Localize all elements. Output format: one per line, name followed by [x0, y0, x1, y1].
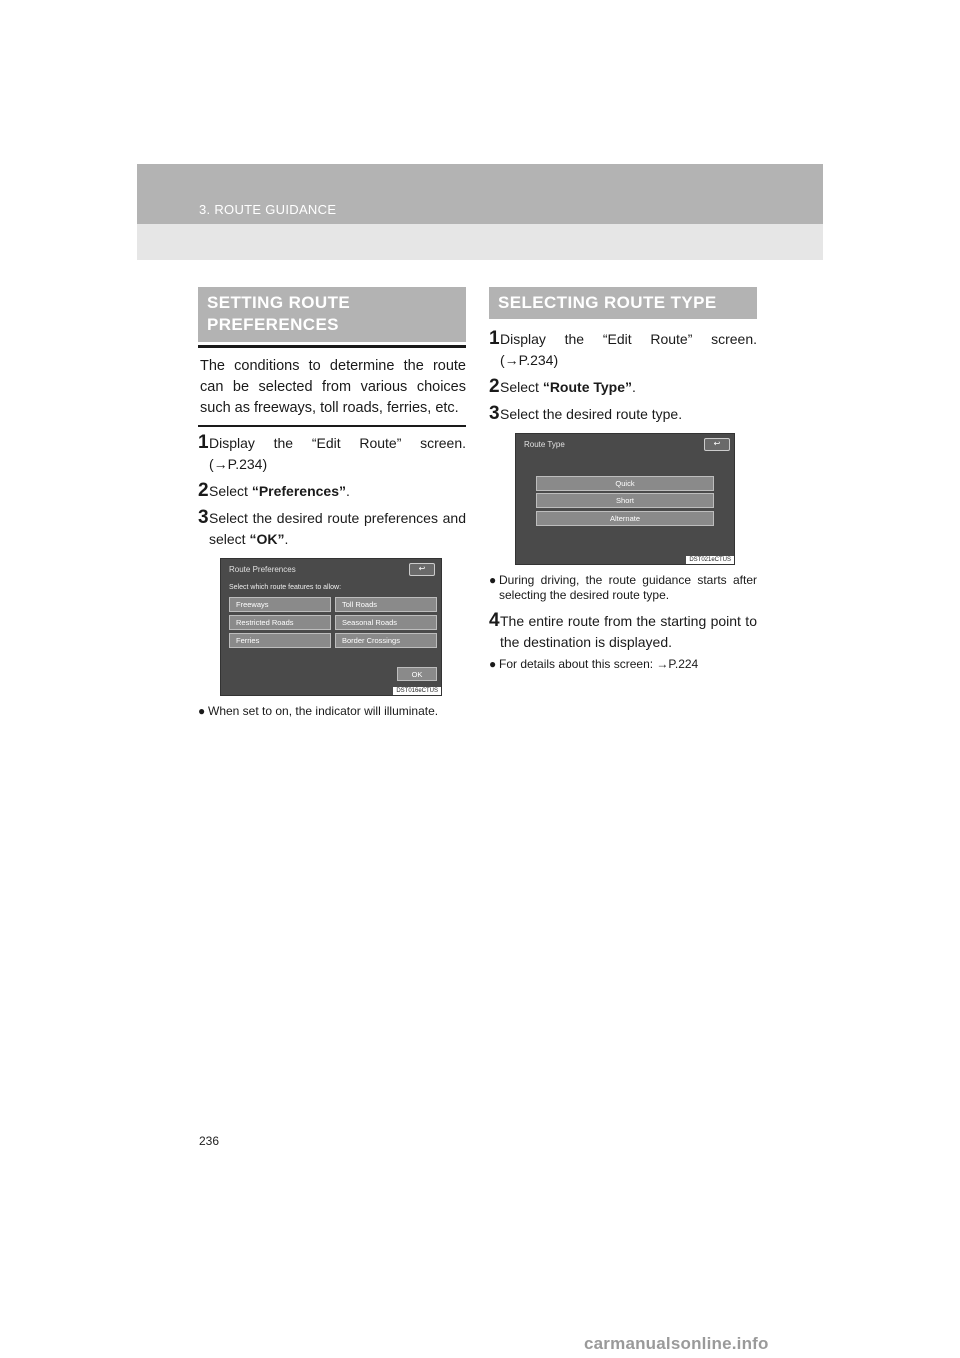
bullet-dot-icon: ● [489, 573, 497, 587]
right-note-2: ● For details about this screen: →P.224 [489, 657, 699, 671]
left-step-1 [198, 433, 466, 475]
border-crossings-button[interactable]: Border Crossings [335, 633, 437, 648]
page-number: 236 [199, 1134, 220, 1148]
left-step-3 [198, 508, 466, 550]
ferries-button[interactable]: Ferries [229, 633, 331, 648]
header-subband [137, 224, 823, 260]
quick-button[interactable]: Quick [536, 476, 714, 491]
step-text: Display the “Edit Route” screen. (→P.234) [209, 435, 466, 472]
section-label: 3. ROUTE GUIDANCE [199, 202, 337, 217]
figure-code: DST016eCTUS [393, 687, 441, 695]
step-text: Display the “Edit Route” screen. (→P.234) [500, 331, 757, 368]
left-column [198, 287, 466, 719]
step-number: 4 [489, 610, 500, 631]
watermark[interactable]: carmanualsonline.info [584, 1334, 769, 1353]
step-text: The entire route from the starting point to the destination is displayed. [500, 613, 757, 650]
step-number: 3 [198, 507, 209, 528]
left-step-2 [198, 481, 466, 502]
back-arrow-icon[interactable]: ↩ [704, 438, 730, 451]
step-text: Select “Preferences”. [209, 483, 350, 499]
seasonal-roads-button[interactable]: Seasonal Roads [335, 615, 437, 630]
freeways-button[interactable]: Freeways [229, 597, 331, 612]
screen-title: Route Preferences [229, 565, 296, 574]
right-column [489, 287, 757, 672]
right-step-4 [489, 611, 757, 653]
right-step-2 [489, 377, 757, 398]
figure-code: DST021eCTUS [686, 556, 734, 564]
screen-subtitle: Select which route features to allow: [229, 584, 342, 591]
left-heading: SETTING ROUTE PREFERENCES [198, 287, 466, 342]
left-intro: The conditions to determine the route can be selected from various choices such as freeways, toll roads, ferries, etc. [198, 345, 466, 427]
ok-button[interactable]: OK [397, 667, 437, 681]
bullet-dot-icon: ● [198, 704, 206, 718]
step-text: Select the desired route preferences and select “OK”. [209, 510, 466, 547]
right-heading: SELECTING ROUTE TYPE [489, 287, 757, 319]
route-preferences-screen [220, 558, 442, 696]
step-text: Select the desired route type. [500, 406, 683, 422]
right-note-1: ● During driving, the route guidance starts after selecting the desired route type. [489, 573, 757, 602]
toll-roads-button[interactable]: Toll Roads [335, 597, 437, 612]
right-step-1 [489, 329, 757, 371]
step-number: 1 [198, 432, 209, 453]
bullet-dot-icon: ● [489, 657, 497, 671]
step-number: 2 [489, 376, 500, 397]
left-note: ● When set to on, the indicator will illuminate. [198, 704, 439, 718]
step-text: Select “Route Type”. [500, 379, 636, 395]
right-step-3 [489, 404, 757, 425]
route-type-screen [515, 433, 735, 565]
alternate-button[interactable]: Alternate [536, 511, 714, 526]
step-number: 3 [489, 403, 500, 424]
step-number: 1 [489, 328, 500, 349]
step-number: 2 [198, 480, 209, 501]
restricted-roads-button[interactable]: Restricted Roads [229, 615, 331, 630]
short-button[interactable]: Short [536, 493, 714, 508]
back-arrow-icon[interactable]: ↩ [409, 563, 435, 576]
screen-title: Route Type [524, 440, 565, 449]
